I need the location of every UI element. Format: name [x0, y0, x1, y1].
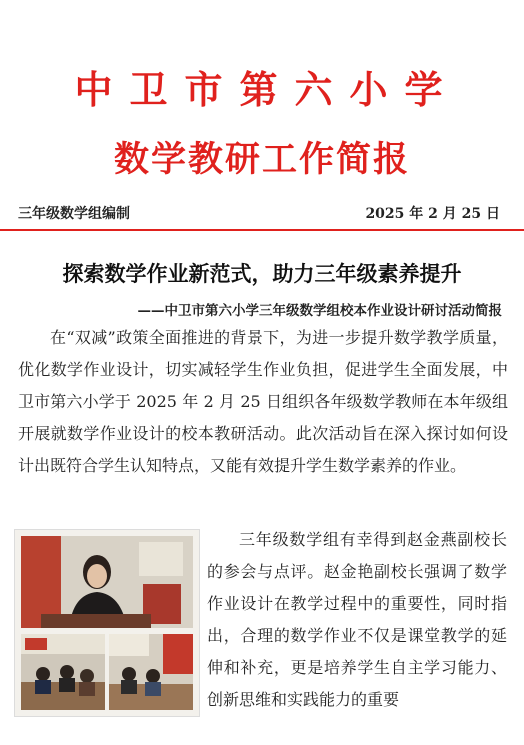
photo-meeting-left	[21, 634, 105, 710]
school-title: 中卫市第六小学	[74, 67, 460, 112]
article-paragraph-review: 三年级数学组有幸得到赵金燕副校长的参会与点评。赵金艳副校长强调了数学作业设计在教学过程中的重要性，同时指出，合理的数学作业不仅是课堂教学的延伸和补充，更是培养学生自主学习能力、创新思维和实践能力的重要	[207, 530, 507, 709]
article-subtitle: ——中卫市第六小学三年级数学组校本作业设计研讨活动简报	[137, 303, 502, 319]
issue-date: 2025 年 2 月 25 日	[365, 206, 500, 222]
article-title: 探索数学作业新范式，助力三年级素养提升	[62, 261, 462, 286]
report-title: 数学教研工作简报	[113, 139, 410, 180]
photo-speaker	[21, 536, 193, 628]
photo-meeting-right	[109, 634, 193, 710]
activity-photo-collage	[14, 529, 200, 717]
header-divider	[0, 229, 524, 231]
editor-label: 三年级数学组编制	[18, 206, 130, 222]
article-paragraph-intro: 在“双减”政策全面推进的背景下，为进一步提升数学教学质量，优化数学作业设计，切实减轻学生作业负担，促进学生全面发展，中卫市第六小学于 2025 年 2 月 25 日组织各年级数学教师在本年级组开展就数学作业设计的校本教研活动。此次活动旨在深入探讨如何设计出既符合学生认知特点，又能有效提升学生数学素养的作业。	[18, 328, 508, 475]
